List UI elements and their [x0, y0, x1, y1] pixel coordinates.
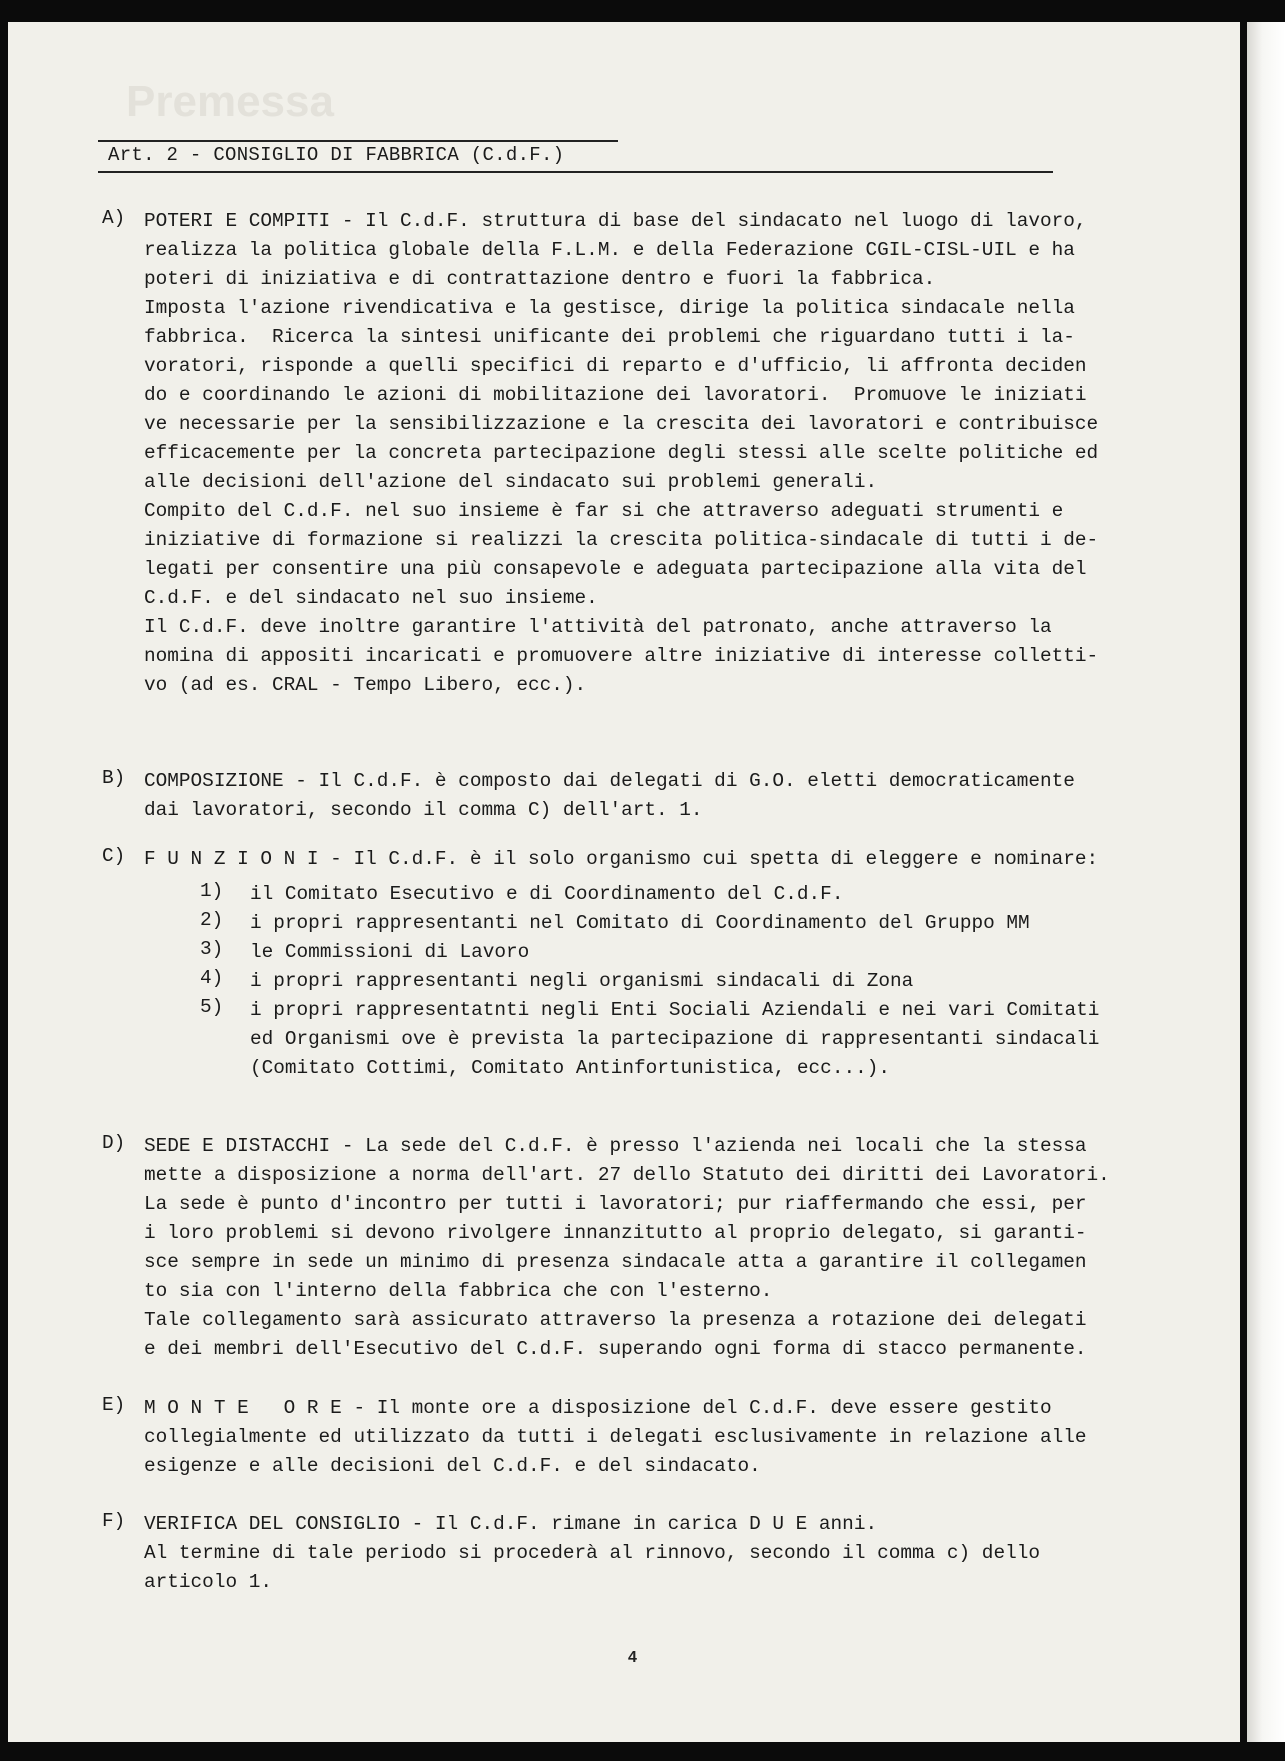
list-item [200, 938, 1099, 967]
section-letter: D) [102, 1132, 126, 1154]
header-rule-bottom [98, 171, 1053, 173]
text-line: i propri rappresentanti nel Comitato di Coordinamento del Gruppo MM [250, 912, 1030, 934]
text-line: Compito del C.d.F. nel suo insieme è far si che attraverso adeguati strumenti e [144, 500, 1064, 522]
section-c [102, 845, 1099, 1083]
text-line: (Comitato Cottimi, Comitato Antinfortunistica, ecc...). [250, 1057, 890, 1079]
text-line: i loro problemi si devono rivolgere innanzitutto al proprio delegato, si garanti- [144, 1222, 1087, 1244]
section-letter: B) [102, 767, 126, 789]
text-line: legati per consentire una più consapevole e adeguata partecipazione alla vita del [144, 558, 1087, 580]
page-fold-edge [1247, 22, 1285, 1742]
section-letter: A) [102, 207, 126, 229]
item-number: 5) [200, 996, 224, 1018]
section-b [102, 767, 1075, 825]
text-line: il Comitato Esecutivo e di Coordinamento del C.d.F. [250, 883, 844, 905]
section-e [102, 1394, 1087, 1481]
list-item [200, 996, 1099, 1083]
text-line: articolo 1. [144, 1571, 272, 1593]
list-item [200, 909, 1099, 938]
text-line: realizza la politica globale della F.L.M. e della Federazione CGIL-CISL-UIL e ha [144, 239, 1075, 261]
text-line: sce sempre in sede un minimo di presenza sindacale atta a garantire il collegamen [144, 1251, 1087, 1273]
list-item [200, 880, 1099, 909]
text-line: ed Organismi ove è prevista la partecipazione di rappresentanti sindacali [250, 1028, 1100, 1050]
functions-list [144, 880, 1099, 1083]
text-line: Tale collegamento sarà assicurato attraverso la presenza a rotazione dei delegati [144, 1309, 1087, 1331]
item-number: 2) [200, 909, 224, 931]
text-line: F U N Z I O N I - Il C.d.F. è il solo organismo cui spetta di eleggere e nominare: [144, 848, 1099, 870]
text-line: VERIFICA DEL CONSIGLIO - Il C.d.F. rimane in carica D U E anni. [144, 1513, 878, 1535]
text-line: collegialmente ed utilizzato da tutti i delegati esclusivamente in relazione alle [144, 1426, 1087, 1448]
text-line: Al termine di tale periodo si procederà al rinnovo, secondo il comma c) dello [144, 1542, 1040, 1564]
text-line: le Commissioni di Lavoro [250, 941, 530, 963]
page-number: 4 [628, 1649, 637, 1666]
list-item [200, 967, 1099, 996]
text-line: i propri rappresentanti negli organismi sindacali di Zona [250, 970, 914, 992]
text-line: La sede è punto d'incontro per tutti i lavoratori; pur riaffermando che essi, per [144, 1193, 1087, 1215]
text-line: i propri rappresentatnti negli Enti Sociali Aziendali e nei vari Comitati [250, 999, 1100, 1021]
item-number: 1) [200, 880, 224, 902]
section-letter: C) [102, 845, 126, 867]
bleed-through-title: Premessa [126, 77, 334, 126]
item-number: 4) [200, 967, 224, 989]
text-line: do e coordinando le azioni di mobilitazione dei lavoratori. Promuove le iniziati [144, 384, 1087, 406]
section-letter: E) [102, 1394, 126, 1416]
text-line: dai lavoratori, secondo il comma C) dell'art. 1. [144, 799, 703, 821]
text-line: mette a disposizione a norma dell'art. 27 dello Statuto dei diritti dei Lavoratori. [144, 1164, 1110, 1186]
section-f [102, 1510, 1040, 1597]
text-line: vo (ad es. CRAL - Tempo Libero, ecc.). [144, 674, 587, 696]
article-heading: Art. 2 - CONSIGLIO DI FABBRICA (C.d.F.) [108, 144, 565, 166]
section-a [102, 207, 1098, 700]
text-line: iniziative di formazione si realizzi la crescita politica-sindacale di tutti i de- [144, 529, 1099, 551]
text-line: to sia con l'interno della fabbrica che con l'esterno. [144, 1280, 773, 1302]
text-line: fabbrica. Ricerca la sintesi unificante dei problemi che riguardano tutti i la- [144, 326, 1075, 348]
text-line: Il C.d.F. deve inoltre garantire l'attività del patronato, anche attraverso la [144, 616, 1052, 638]
text-line: COMPOSIZIONE - Il C.d.F. è composto dai delegati di G.O. eletti democraticamente [144, 770, 1075, 792]
document-page [8, 22, 1240, 1742]
text-line: POTERI E COMPITI - Il C.d.F. struttura di base del sindacato nel luogo di lavoro, [144, 210, 1087, 232]
text-line: alle decisioni dell'azione del sindacato sui problemi generali. [144, 471, 878, 493]
text-line: ve necessarie per la sensibilizzazione e la crescita dei lavoratori e contribuisce [144, 413, 1099, 435]
text-line: Imposta l'azione rivendicativa e la gestisce, dirige la politica sindacale nella [144, 297, 1075, 319]
text-line: poteri di iniziativa e di contrattazione dentro e fuori la fabbrica. [144, 268, 936, 290]
text-line: voratori, risponde a quelli specifici di reparto e d'ufficio, li affronta deciden [144, 355, 1087, 377]
text-line: esigenze e alle decisioni del C.d.F. e del sindacato. [144, 1455, 761, 1477]
text-line: SEDE E DISTACCHI - La sede del C.d.F. è presso l'azienda nei locali che la stessa [144, 1135, 1087, 1157]
section-letter: F) [102, 1510, 126, 1532]
header-rule-top [98, 140, 618, 142]
text-line: nomina di appositi incaricati e promuovere altre iniziative di interesse colletti- [144, 645, 1099, 667]
section-d [102, 1132, 1110, 1364]
text-line: efficacemente per la concreta partecipazione degli stessi alle scelte politiche ed [144, 442, 1099, 464]
text-line: C.d.F. e del sindacato nel suo insieme. [144, 587, 598, 609]
text-line: M O N T E O R E - Il monte ore a disposizione del C.d.F. deve essere gestito [144, 1397, 1052, 1419]
item-number: 3) [200, 938, 224, 960]
text-line: e dei membri dell'Esecutivo del C.d.F. superando ogni forma di stacco permanente. [144, 1338, 1087, 1360]
